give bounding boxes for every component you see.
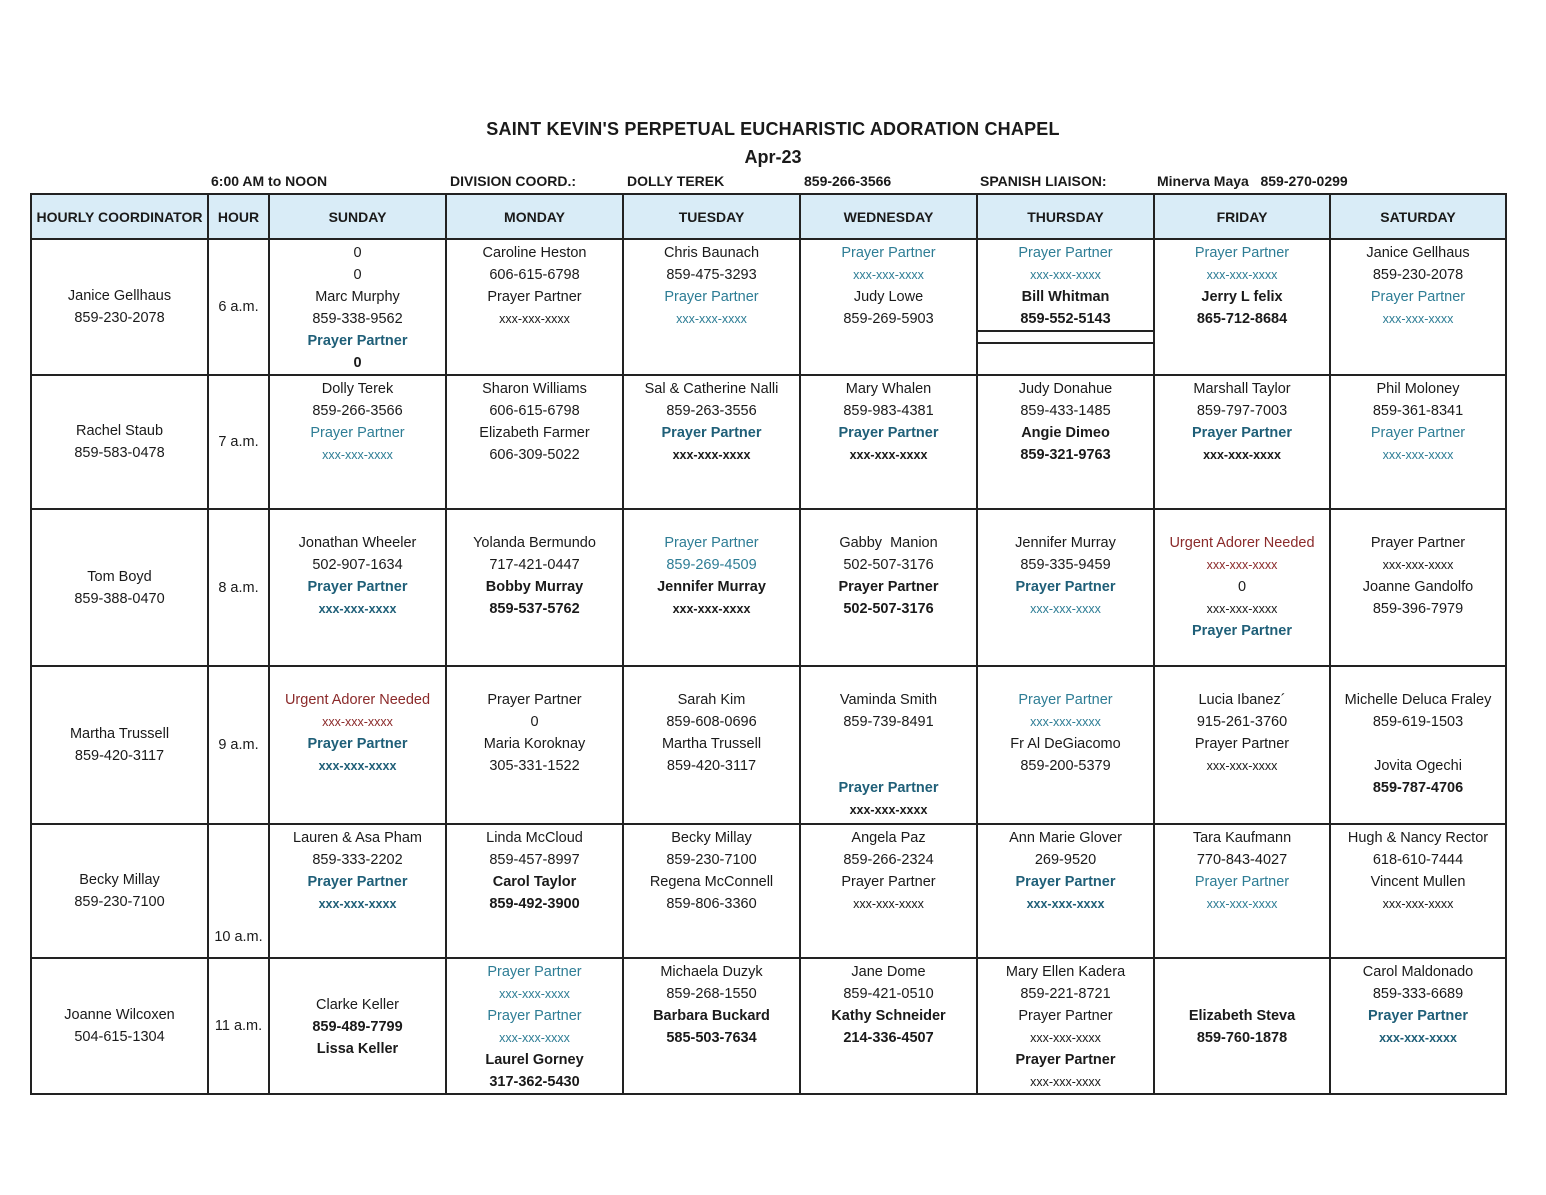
slot-line: Prayer Partner bbox=[1194, 736, 1290, 753]
header-saturday: SATURDAY bbox=[1330, 194, 1506, 239]
slot-line: Prayer Partner bbox=[841, 873, 936, 890]
saturday-cell bbox=[1330, 824, 1506, 958]
slot-line: xxx-xxx-xxxx bbox=[1030, 1030, 1101, 1045]
slot-line: Chris Baunach bbox=[663, 245, 760, 261]
hourly-coordinator-cell bbox=[31, 375, 208, 509]
thursday-cell bbox=[977, 239, 1154, 375]
slot-line: 859-421-0510 bbox=[843, 985, 934, 1002]
hour-cell: 9 a.m. bbox=[208, 666, 269, 823]
slot-line: Prayer Partner bbox=[1370, 535, 1466, 552]
slot-line: Angela Paz bbox=[851, 829, 926, 846]
slot-line: Yolanda Bermundo bbox=[473, 535, 596, 552]
slot-line: 859-263-3556 bbox=[666, 403, 757, 420]
page-title: SAINT KEVIN'S PERPETUAL EUCHARISTIC ADORATION CHAPEL bbox=[486, 119, 1060, 139]
slot-line: 915-261-3760 bbox=[1196, 714, 1288, 731]
slot-line: 214-336-4507 bbox=[843, 1029, 934, 1046]
slot-line: Prayer Partner bbox=[838, 579, 939, 596]
division-coord-name: DOLLY TEREK bbox=[627, 173, 725, 189]
hourly-coordinator-cell bbox=[31, 824, 208, 958]
monday-cell bbox=[446, 958, 623, 1094]
slot-line: 859-221-8721 bbox=[1020, 985, 1111, 1002]
wednesday-cell bbox=[800, 958, 977, 1094]
slot-line: 0 bbox=[1237, 579, 1247, 596]
slot-line: xxx-xxx-xxxx bbox=[1203, 448, 1281, 463]
slot-line: xxx-xxx-xxxx bbox=[318, 896, 397, 911]
hour-cell: 7 a.m. bbox=[208, 375, 269, 509]
coordinator-name: Joanne Wilcoxen bbox=[64, 1006, 175, 1023]
adoration-schedule-table bbox=[30, 193, 1507, 1095]
slot-line: xxx-xxx-xxxx bbox=[1206, 896, 1278, 911]
monday-cell bbox=[446, 509, 623, 666]
slot-line: Prayer Partner bbox=[664, 535, 759, 552]
slot-line: Mary Whalen bbox=[845, 381, 932, 398]
slot-line: Prayer Partner bbox=[307, 873, 408, 890]
slot-line: 859-396-7979 bbox=[1372, 601, 1464, 618]
slot-line: Caroline Heston bbox=[482, 245, 587, 261]
slot-line: xxx-xxx-xxxx bbox=[849, 448, 928, 463]
slot-line: Bobby Murray bbox=[485, 579, 584, 596]
slot-line: 770-843-4027 bbox=[1196, 851, 1288, 868]
header-friday: FRIDAY bbox=[1154, 194, 1330, 239]
slot-line: 317-362-5430 bbox=[489, 1073, 580, 1090]
slot-line: 859-475-3293 bbox=[666, 267, 757, 283]
thursday-cell bbox=[977, 509, 1154, 666]
tuesday-cell bbox=[623, 239, 800, 375]
monday-cell bbox=[446, 239, 623, 375]
slot-line: 859-537-5762 bbox=[489, 601, 580, 618]
slot-line: Barbara Buckard bbox=[653, 1007, 770, 1024]
slot-line: 859-200-5379 bbox=[1020, 758, 1111, 775]
slot-line: 859-230-7100 bbox=[666, 851, 757, 868]
slot-line: Prayer Partner bbox=[1018, 692, 1113, 709]
slot-line: 859-552-5143 bbox=[978, 308, 1153, 332]
slot-line: Judy Donahue bbox=[1018, 381, 1113, 398]
coordinator-phone: 859-388-0470 bbox=[74, 590, 165, 607]
slot-line: 859-433-1485 bbox=[1020, 403, 1111, 420]
hourly-coordinator-cell bbox=[31, 239, 208, 375]
slot-line: 859-983-4381 bbox=[843, 403, 934, 420]
slot-line: Lucia Ibanez´ bbox=[1198, 692, 1286, 709]
table-row bbox=[31, 958, 1506, 1094]
coordinator-phone: 859-420-3117 bbox=[74, 748, 165, 765]
friday-cell bbox=[1154, 509, 1330, 666]
cell-spacer bbox=[801, 733, 976, 755]
slot-line: xxx-xxx-xxxx bbox=[499, 1030, 570, 1045]
slot-line: Jovita Ogechi bbox=[1374, 758, 1462, 775]
slot-line: Laurel Gorney bbox=[485, 1051, 584, 1068]
slot-line: Prayer Partner bbox=[1194, 873, 1290, 890]
slot-line: xxx-xxx-xxxx bbox=[672, 602, 751, 617]
slot-line: Maria Koroknay bbox=[483, 736, 586, 753]
slot-line: Prayer Partner bbox=[307, 579, 408, 596]
slot-line: Tara Kaufmann bbox=[1192, 829, 1292, 846]
wednesday-cell bbox=[800, 239, 977, 375]
slot-line: Clarke Keller bbox=[316, 996, 399, 1013]
slot-line: 859-338-9562 bbox=[312, 311, 403, 327]
friday-cell bbox=[1154, 958, 1330, 1094]
slot-line: Jane Dome bbox=[851, 963, 926, 980]
hour-cell: 8 a.m. bbox=[208, 509, 269, 666]
slot-line: xxx-xxx-xxxx bbox=[322, 448, 393, 463]
table-row bbox=[31, 666, 1506, 823]
slot-line: Kathy Schneider bbox=[831, 1007, 946, 1024]
slot-line: Mary Ellen Kadera bbox=[1005, 963, 1126, 980]
slot-line: Bill Whitman bbox=[1021, 289, 1110, 305]
friday-cell bbox=[1154, 666, 1330, 823]
slot-line: 859-230-2078 bbox=[1372, 267, 1464, 283]
slot-line: Michaela Duzyk bbox=[660, 963, 763, 980]
slot-line: 305-331-1522 bbox=[489, 758, 580, 775]
slot-line: Becky Millay bbox=[671, 829, 752, 846]
slot-line: xxx-xxx-xxxx bbox=[1382, 896, 1454, 911]
saturday-cell bbox=[1330, 509, 1506, 666]
slot-line: 502-907-1634 bbox=[312, 557, 403, 574]
slot-line: Prayer Partner bbox=[1194, 245, 1290, 261]
tuesday-cell bbox=[623, 824, 800, 958]
tuesday-cell bbox=[623, 375, 800, 509]
tuesday-cell bbox=[623, 666, 800, 823]
hour-cell: 6 a.m. bbox=[208, 239, 269, 375]
slot-line: 859-806-3360 bbox=[666, 895, 757, 912]
slot-line: 859-335-9459 bbox=[1020, 557, 1111, 574]
header-wednesday: WEDNESDAY bbox=[800, 194, 977, 239]
time-range: 6:00 AM to NOON bbox=[211, 173, 328, 189]
slot-line: Gabby Manion bbox=[839, 535, 938, 552]
thursday-cell bbox=[977, 375, 1154, 509]
slot-line: Vaminda Smith bbox=[839, 692, 938, 709]
hourly-coordinator-cell bbox=[31, 666, 208, 823]
cell-spacer bbox=[801, 755, 976, 777]
hour-cell: 10 a.m. bbox=[208, 824, 269, 958]
slot-line: Judy Lowe bbox=[853, 289, 924, 305]
slot-line: 502-507-3176 bbox=[843, 557, 934, 574]
slot-line: 859-269-4509 bbox=[666, 557, 757, 574]
table-row bbox=[31, 239, 1506, 375]
slot-line: xxx-xxx-xxxx bbox=[853, 268, 924, 282]
saturday-cell bbox=[1330, 666, 1506, 823]
slot-line: 859-269-5903 bbox=[843, 311, 934, 327]
slot-line: 859-268-1550 bbox=[666, 985, 757, 1002]
slot-line: Prayer Partner bbox=[838, 425, 939, 442]
coordinator-phone: 859-583-0478 bbox=[74, 445, 165, 462]
slot-line: Urgent Adorer Needed bbox=[1169, 535, 1315, 552]
slot-line: Fr Al DeGiacomo bbox=[1010, 736, 1121, 753]
thursday-cell bbox=[977, 666, 1154, 823]
slot-line: xxx-xxx-xxxx bbox=[1382, 312, 1454, 326]
coordinator-name: Rachel Staub bbox=[75, 423, 164, 440]
slot-line: Prayer Partner bbox=[1015, 873, 1116, 890]
slot-line: 606-615-6798 bbox=[489, 267, 580, 283]
slot-line: Prayer Partner bbox=[1192, 623, 1292, 640]
slot-line: xxx-xxx-xxxx bbox=[1026, 896, 1105, 911]
slot-line: Elizabeth Steva bbox=[1188, 1007, 1296, 1024]
slot-line: xxx-xxx-xxxx bbox=[318, 602, 397, 617]
saturday-cell bbox=[1330, 958, 1506, 1094]
hourly-coordinator-cell bbox=[31, 958, 208, 1094]
slot-line: Prayer Partner bbox=[1370, 425, 1466, 442]
slot-line: Lissa Keller bbox=[316, 1040, 399, 1057]
slot-line: 859-797-7003 bbox=[1196, 403, 1288, 420]
slot-line: xxx-xxx-xxxx bbox=[853, 896, 924, 911]
slot-line: Prayer Partner bbox=[1015, 1051, 1116, 1068]
slot-line: Marshall Taylor bbox=[1193, 381, 1291, 398]
slot-line: Prayer Partner bbox=[487, 289, 582, 305]
slot-line: Sal & Catherine Nalli bbox=[644, 381, 779, 398]
slot-line: Prayer Partner bbox=[307, 736, 408, 753]
slot-line: 0 bbox=[353, 267, 362, 283]
cell-divider bbox=[978, 342, 1153, 366]
slot-line: Jonathan Wheeler bbox=[298, 535, 417, 552]
slot-line: Joanne Gandolfo bbox=[1362, 579, 1474, 596]
slot-line: 859-739-8491 bbox=[843, 714, 934, 731]
division-coord-label: DIVISION COORD.: bbox=[450, 173, 577, 189]
slot-line: 0 bbox=[353, 355, 362, 371]
sunday-cell bbox=[269, 509, 446, 666]
slot-line: xxx-xxx-xxxx bbox=[1206, 268, 1278, 282]
slot-line: xxx-xxx-xxxx bbox=[676, 312, 747, 326]
header-thursday: THURSDAY bbox=[977, 194, 1154, 239]
table-row bbox=[31, 509, 1506, 666]
slot-line: 0 bbox=[353, 245, 362, 261]
table-row bbox=[31, 824, 1506, 958]
slot-line: 859-420-3117 bbox=[666, 758, 757, 775]
slot-line: Prayer Partner bbox=[487, 963, 582, 980]
hour-cell: 11 a.m. bbox=[208, 958, 269, 1094]
slot-line: Phil Moloney bbox=[1376, 381, 1460, 398]
slot-line: Urgent Adorer Needed bbox=[284, 692, 431, 709]
division-coord-phone: 859-266-3566 bbox=[804, 173, 892, 189]
slot-line: Prayer Partner bbox=[1015, 579, 1116, 596]
slot-line: Prayer Partner bbox=[841, 245, 936, 261]
slot-line: Carol Maldonado bbox=[1362, 963, 1474, 980]
slot-line: xxx-xxx-xxxx bbox=[1206, 558, 1278, 573]
slot-line: Jerry L felix bbox=[1201, 289, 1283, 305]
slot-line: 859-266-3566 bbox=[312, 403, 403, 420]
saturday-cell bbox=[1330, 239, 1506, 375]
slot-line: Prayer Partner bbox=[1370, 289, 1466, 305]
slot-line: 859-361-8341 bbox=[1372, 403, 1464, 420]
slot-line: Prayer Partner bbox=[487, 692, 582, 709]
coordinator-name: Becky Millay bbox=[79, 871, 160, 888]
slot-line: Prayer Partner bbox=[1018, 1007, 1113, 1024]
schedule-month: Apr-23 bbox=[744, 147, 802, 167]
sunday-cell bbox=[269, 375, 446, 509]
slot-line: xxx-xxx-xxxx bbox=[1030, 1074, 1101, 1089]
coordinator-phone: 859-230-2078 bbox=[74, 310, 165, 327]
slot-line: xxx-xxx-xxxx bbox=[1382, 558, 1454, 573]
friday-cell bbox=[1154, 239, 1330, 375]
slot-line: Marc Murphy bbox=[315, 289, 400, 305]
header-hourly-coordinator: HOURLY COORDINATOR bbox=[31, 194, 208, 239]
slot-line: 859-333-2202 bbox=[312, 851, 403, 868]
slot-line: 606-615-6798 bbox=[489, 403, 580, 420]
table-header-row bbox=[31, 194, 1506, 239]
tuesday-cell bbox=[623, 958, 800, 1094]
slot-line: 502-507-3176 bbox=[843, 601, 934, 618]
header-tuesday: TUESDAY bbox=[623, 194, 800, 239]
slot-line: xxx-xxx-xxxx bbox=[672, 448, 751, 463]
slot-line: xxx-xxx-xxxx bbox=[849, 803, 928, 818]
header-sunday: SUNDAY bbox=[269, 194, 446, 239]
sunday-cell bbox=[269, 666, 446, 823]
monday-cell bbox=[446, 824, 623, 958]
saturday-cell bbox=[1330, 375, 1506, 509]
slot-line: 859-608-0696 bbox=[666, 714, 757, 731]
slot-line: Linda McCloud bbox=[486, 829, 583, 846]
slot-line: Prayer Partner bbox=[307, 333, 408, 349]
thursday-cell bbox=[977, 824, 1154, 958]
slot-line: xxx-xxx-xxxx bbox=[1030, 602, 1101, 617]
slot-line: 865-712-8684 bbox=[1196, 311, 1288, 327]
wednesday-cell bbox=[800, 375, 977, 509]
coordinator-name: Martha Trussell bbox=[69, 726, 170, 743]
friday-cell bbox=[1154, 375, 1330, 509]
slot-line: Hugh & Nancy Rector bbox=[1347, 829, 1489, 846]
coordinator-name: Tom Boyd bbox=[87, 568, 152, 585]
slot-line: Dolly Terek bbox=[321, 381, 394, 398]
slot-line: Regena McConnell bbox=[649, 873, 774, 890]
slot-line: Prayer Partner bbox=[1018, 245, 1113, 261]
slot-line: Sharon Williams bbox=[482, 381, 587, 398]
slot-line: xxx-xxx-xxxx bbox=[318, 759, 397, 774]
slot-line: Prayer Partner bbox=[661, 425, 762, 442]
slot-line: Lauren & Asa Pham bbox=[293, 829, 422, 846]
sunday-cell bbox=[269, 824, 446, 958]
slot-line: 859-619-1503 bbox=[1372, 714, 1464, 731]
slot-line: 585-503-7634 bbox=[666, 1029, 757, 1046]
slot-line: Prayer Partner bbox=[838, 780, 939, 797]
slot-line: 859-457-8997 bbox=[489, 851, 580, 868]
slot-line: 618-610-7444 bbox=[1372, 851, 1464, 868]
sunday-cell bbox=[269, 958, 446, 1094]
slot-line: Angie Dimeo bbox=[1021, 425, 1110, 442]
slot-line: Martha Trussell bbox=[661, 736, 762, 753]
slot-line: xxx-xxx-xxxx bbox=[1382, 448, 1454, 463]
wednesday-cell bbox=[800, 824, 977, 958]
slot-line: 859-321-9763 bbox=[1020, 447, 1111, 464]
wednesday-cell bbox=[800, 666, 977, 823]
slot-line: 717-421-0447 bbox=[489, 557, 580, 574]
coordinator-phone: 859-230-7100 bbox=[74, 893, 165, 910]
slot-line: Prayer Partner bbox=[310, 425, 405, 442]
slot-line: 859-787-4706 bbox=[1372, 780, 1464, 797]
monday-cell bbox=[446, 375, 623, 509]
slot-line: Prayer Partner bbox=[1368, 1007, 1468, 1024]
slot-line: Jennifer Murray bbox=[657, 579, 766, 596]
slot-line: Michelle Deluca Fraley bbox=[1344, 692, 1492, 709]
header-hour: HOUR bbox=[208, 194, 269, 239]
slot-line: 859-489-7799 bbox=[312, 1018, 403, 1035]
coordinator-phone: 504-615-1304 bbox=[74, 1028, 165, 1045]
slot-line: xxx-xxx-xxxx bbox=[1206, 602, 1278, 617]
slot-line: Prayer Partner bbox=[1192, 425, 1292, 442]
slot-line: xxx-xxx-xxxx bbox=[499, 986, 570, 1001]
sunday-cell bbox=[269, 239, 446, 375]
spanish-liaison-value: Minerva Maya 859-270-0299 bbox=[1157, 173, 1348, 189]
coordinator-name: Janice Gellhaus bbox=[67, 288, 172, 305]
friday-cell bbox=[1154, 824, 1330, 958]
cell-spacer bbox=[1331, 733, 1505, 755]
slot-line: Sarah Kim bbox=[677, 692, 746, 709]
slot-line: 269-9520 bbox=[1034, 851, 1097, 868]
slot-line: xxx-xxx-xxxx bbox=[1030, 715, 1101, 730]
tuesday-cell bbox=[623, 509, 800, 666]
slot-line: Elizabeth Farmer bbox=[479, 425, 590, 442]
table-row bbox=[31, 375, 1506, 509]
header-monday: MONDAY bbox=[446, 194, 623, 239]
slot-line: Vincent Mullen bbox=[1370, 873, 1466, 890]
slot-line: xxx-xxx-xxxx bbox=[322, 715, 393, 730]
slot-line: 859-492-3900 bbox=[489, 895, 580, 912]
slot-line: 0 bbox=[530, 714, 539, 731]
monday-cell bbox=[446, 666, 623, 823]
slot-line: 606-309-5022 bbox=[489, 447, 580, 464]
slot-line: 859-333-6689 bbox=[1372, 985, 1464, 1002]
thursday-cell bbox=[977, 958, 1154, 1094]
slot-line: Carol Taylor bbox=[492, 873, 577, 890]
slot-line: xxx-xxx-xxxx bbox=[499, 312, 570, 326]
slot-line: Ann Marie Glover bbox=[1009, 829, 1122, 846]
slot-line: xxx-xxx-xxxx bbox=[1379, 1030, 1457, 1045]
slot-line: Jennifer Murray bbox=[1015, 535, 1116, 552]
slot-line: Prayer Partner bbox=[664, 289, 759, 305]
slot-line: 859-266-2324 bbox=[843, 851, 934, 868]
hourly-coordinator-cell bbox=[31, 509, 208, 666]
slot-line: Janice Gellhaus bbox=[1366, 245, 1470, 261]
slot-line: xxx-xxx-xxxx bbox=[1030, 268, 1101, 282]
slot-line: xxx-xxx-xxxx bbox=[1206, 759, 1278, 774]
slot-line: 859-760-1878 bbox=[1196, 1029, 1288, 1046]
spanish-liaison-label: SPANISH LIAISON: bbox=[980, 173, 1107, 189]
wednesday-cell bbox=[800, 509, 977, 666]
slot-line: Prayer Partner bbox=[487, 1007, 582, 1024]
